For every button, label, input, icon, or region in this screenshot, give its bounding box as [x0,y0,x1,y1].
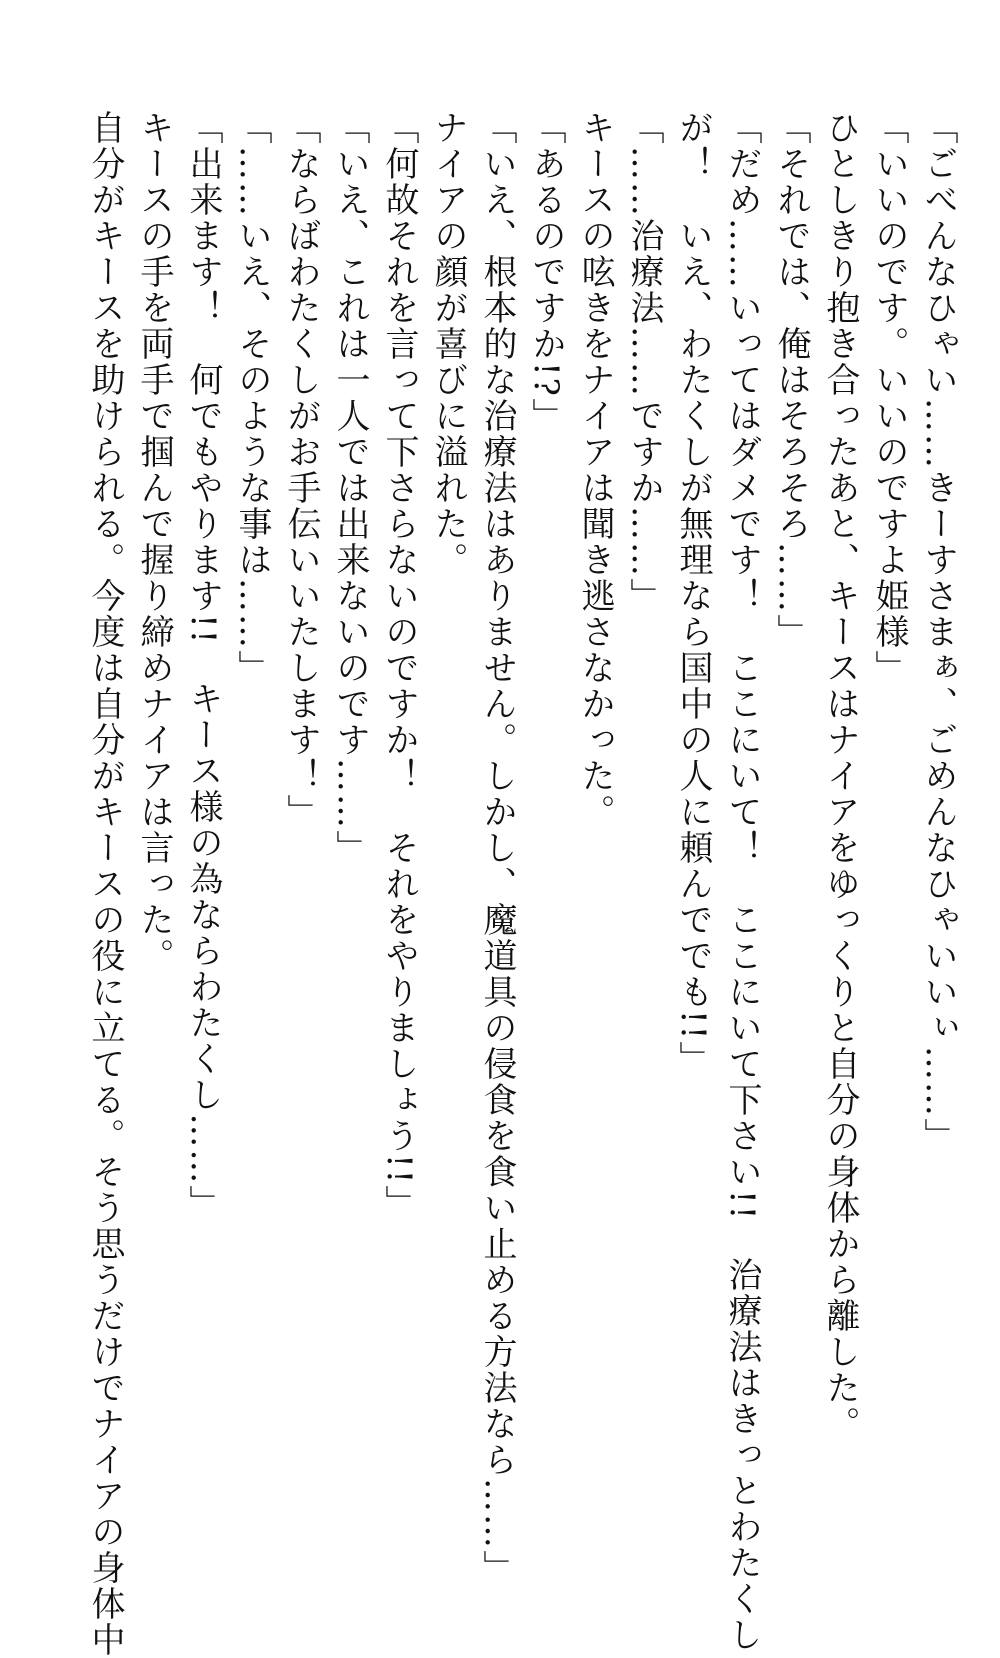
text-line: ナイアの顔が喜びに溢れた。 [428,110,468,578]
text-line: 「何故それを言って下さらないのですか！ それをやりましょう!!」 [379,110,419,1222]
text-line: 「ごべんなひゃい……きーすさまぁ、ごめんなひゃいいぃ……」 [918,110,958,1154]
text-line: 「……治療法……ですか……」 [624,110,664,614]
text-line: 「いいのです。いいのですよ姫様」 [869,110,909,686]
text-line: ひとしきり抱き合ったあと、キースはナイアをゆっくりと自分の身体から離した。 [820,110,860,1442]
text-line: 自分がキースを助けられる。今度は自分がキースの役に立てる。そう思うだけでナイアの身体中 [85,110,125,1658]
vertical-text-body [80,110,962,1658]
text-line: 「ならばわたくしがお手伝いいたします！」 [281,110,321,830]
text-line: キースの呟きをナイアは聞き逃さなかった。 [575,110,615,830]
text-line: 「……いえ、そのような事は……」 [232,110,272,686]
text-line: 「だめ……いってはダメです！ ここにいて！ ここにいて下さい!! 治療法はきっとわたくし [722,110,762,1654]
text-line: 「いえ、これは一人では出来ないのです……」 [330,110,370,866]
text-line: が！ いえ、わたくしが無理なら国中の人に頼んででも!!」 [673,110,713,1078]
text-line: 「それでは、俺はそろそろ……」 [771,110,811,650]
text-line: キースの手を両手で掴んで握り締めナイアは言った。 [134,110,174,974]
text-line: 「出来ます！ 何でもやります!! キース様の為ならわたくし……」 [183,110,223,1222]
text-line: 「あるのですか!?」 [526,110,566,434]
text-line: 「いえ、根本的な治療法はありません。しかし、魔道具の侵食を食い止める方法なら……」 [477,110,517,1586]
